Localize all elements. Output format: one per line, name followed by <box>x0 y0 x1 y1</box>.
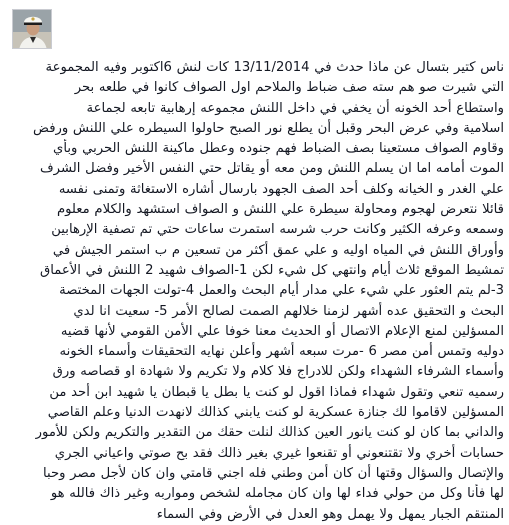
post-text-line: 3-لم يتم العثور علي شيء علي مدار أيام البحث والعمل 4-تولت الجهات المختصة <box>59 283 504 299</box>
post-text-line: اسلامية وفي عرض البحر وقبل أن يطلع نور الصبح حاولوا السيطره علي اللنش ورفض <box>33 120 504 136</box>
post-text-line: علي الغدر و الخيانه وكلف أحد الصف الجهود بارسال أشاره الاستغاثة وتمنى نفسه <box>58 181 504 197</box>
post-message-body <box>8 58 504 525</box>
post-text-line: قائلا نتعرض لهجوم ومحاولة سيطرة علي اللنش و الصواف استشهد والكلام معلوم <box>56 202 504 218</box>
post-text-line: المنتقم الجبار يمهل ولا يهمل وهو العدل في الأرض وفي السماء <box>156 506 504 522</box>
post-text-line: التي شيرت صو هم سته صف ضباط والملاحم اول الصواف كانوا في طلعه بحر <box>74 80 504 96</box>
post-text-line: لها فأنا وكل من حولي فداء لها وان كان مجامله لشخص ومواربه وغير ذاك فالله هو <box>50 486 504 502</box>
avatar-image <box>13 10 52 49</box>
post-text-line: البحث و التحقيق عده أشهر لزمنا خلالهم الصمت لصالح الأمر 5- سعيت انا لدي <box>73 303 504 319</box>
post-text-line: حسابات أخري ولا تقتنعوني أو تقنعوا غيري بغير ذالك فقد بح صوتي واعياني الجري <box>54 445 504 461</box>
profile-avatar[interactable] <box>12 9 52 49</box>
post-text-line: وسمعه وعرفه الكثير وكانت حرب شرسه استمرت ساعات حتي تم تصفية الإرهابين <box>51 222 504 238</box>
post-text-line: واستطاع أحد الخونه أن يخفي في داخل اللنش مجموعه إرهابية تابعه لجماعة <box>86 100 504 116</box>
post-text-line: وأسماء الشرفاء الشهداء ولكن للادراج فلا كلام ولا تكريم ولا شهادة او قصاصه ورق <box>52 364 504 380</box>
post-text-line: الموت أمامه اما ان يسلم اللنش ومن معه أو يقاتل حتي النفس الأخير وفضل الشرف <box>40 161 504 177</box>
post-text-line: دوليه وتمس أمن مصر 6 -مرت سبعه أشهر وأعلن نهايه التحقيقات وأسماء الخونه <box>59 344 504 360</box>
post-text-line: رسميه تنعي وتقول شهداء فماذا اقول لو كنت يا بطل يا قبطان يا شهيد ابن أحد من <box>49 384 504 400</box>
post-text-line: ناس كتير بتسال عن ماذا حدث في 13/11/2014 كات لنش 6اكتوبر وفيه المجموعة <box>45 60 504 75</box>
post-text-line: تمشيط الموقع ثلاث أيام وانتهي كل شيء لكن 1-الصواف شهيد 2 اللنش في الأعماق <box>40 262 504 278</box>
post-text-line: والإتصال والسؤال وقتها أن كان أمن وطني فله اجني قامتي وان كان لأجل مصر وحبا <box>42 465 504 481</box>
post-text-line: المسؤلين لاقاموا لك جنازة عسكرية لو كنت يابني كذالك لانهدت الدنيا وعلم القاصي <box>47 405 504 421</box>
post-text-line: وأوراق اللنش في المياه اوليه و علي عمق أكثر من تسعين م ب استمر الجيش في <box>52 242 504 258</box>
post-text-line: وقاوم الصواف مستعينا بصف الضباط فهم جنوده وعطل ماكينة اللنش الحربي وبأي <box>53 141 504 157</box>
post-text-line: والداني بما كان لو كنت يانور العين كذالك لنلت حقك من التقدير والتكريم ولكن للأمور <box>35 425 504 441</box>
post-text-line: المسؤلين لمنع الإعلام الاتصال أو الحديث معنا خوفا علي الأمن القومي لأنها قضيه <box>60 323 504 339</box>
